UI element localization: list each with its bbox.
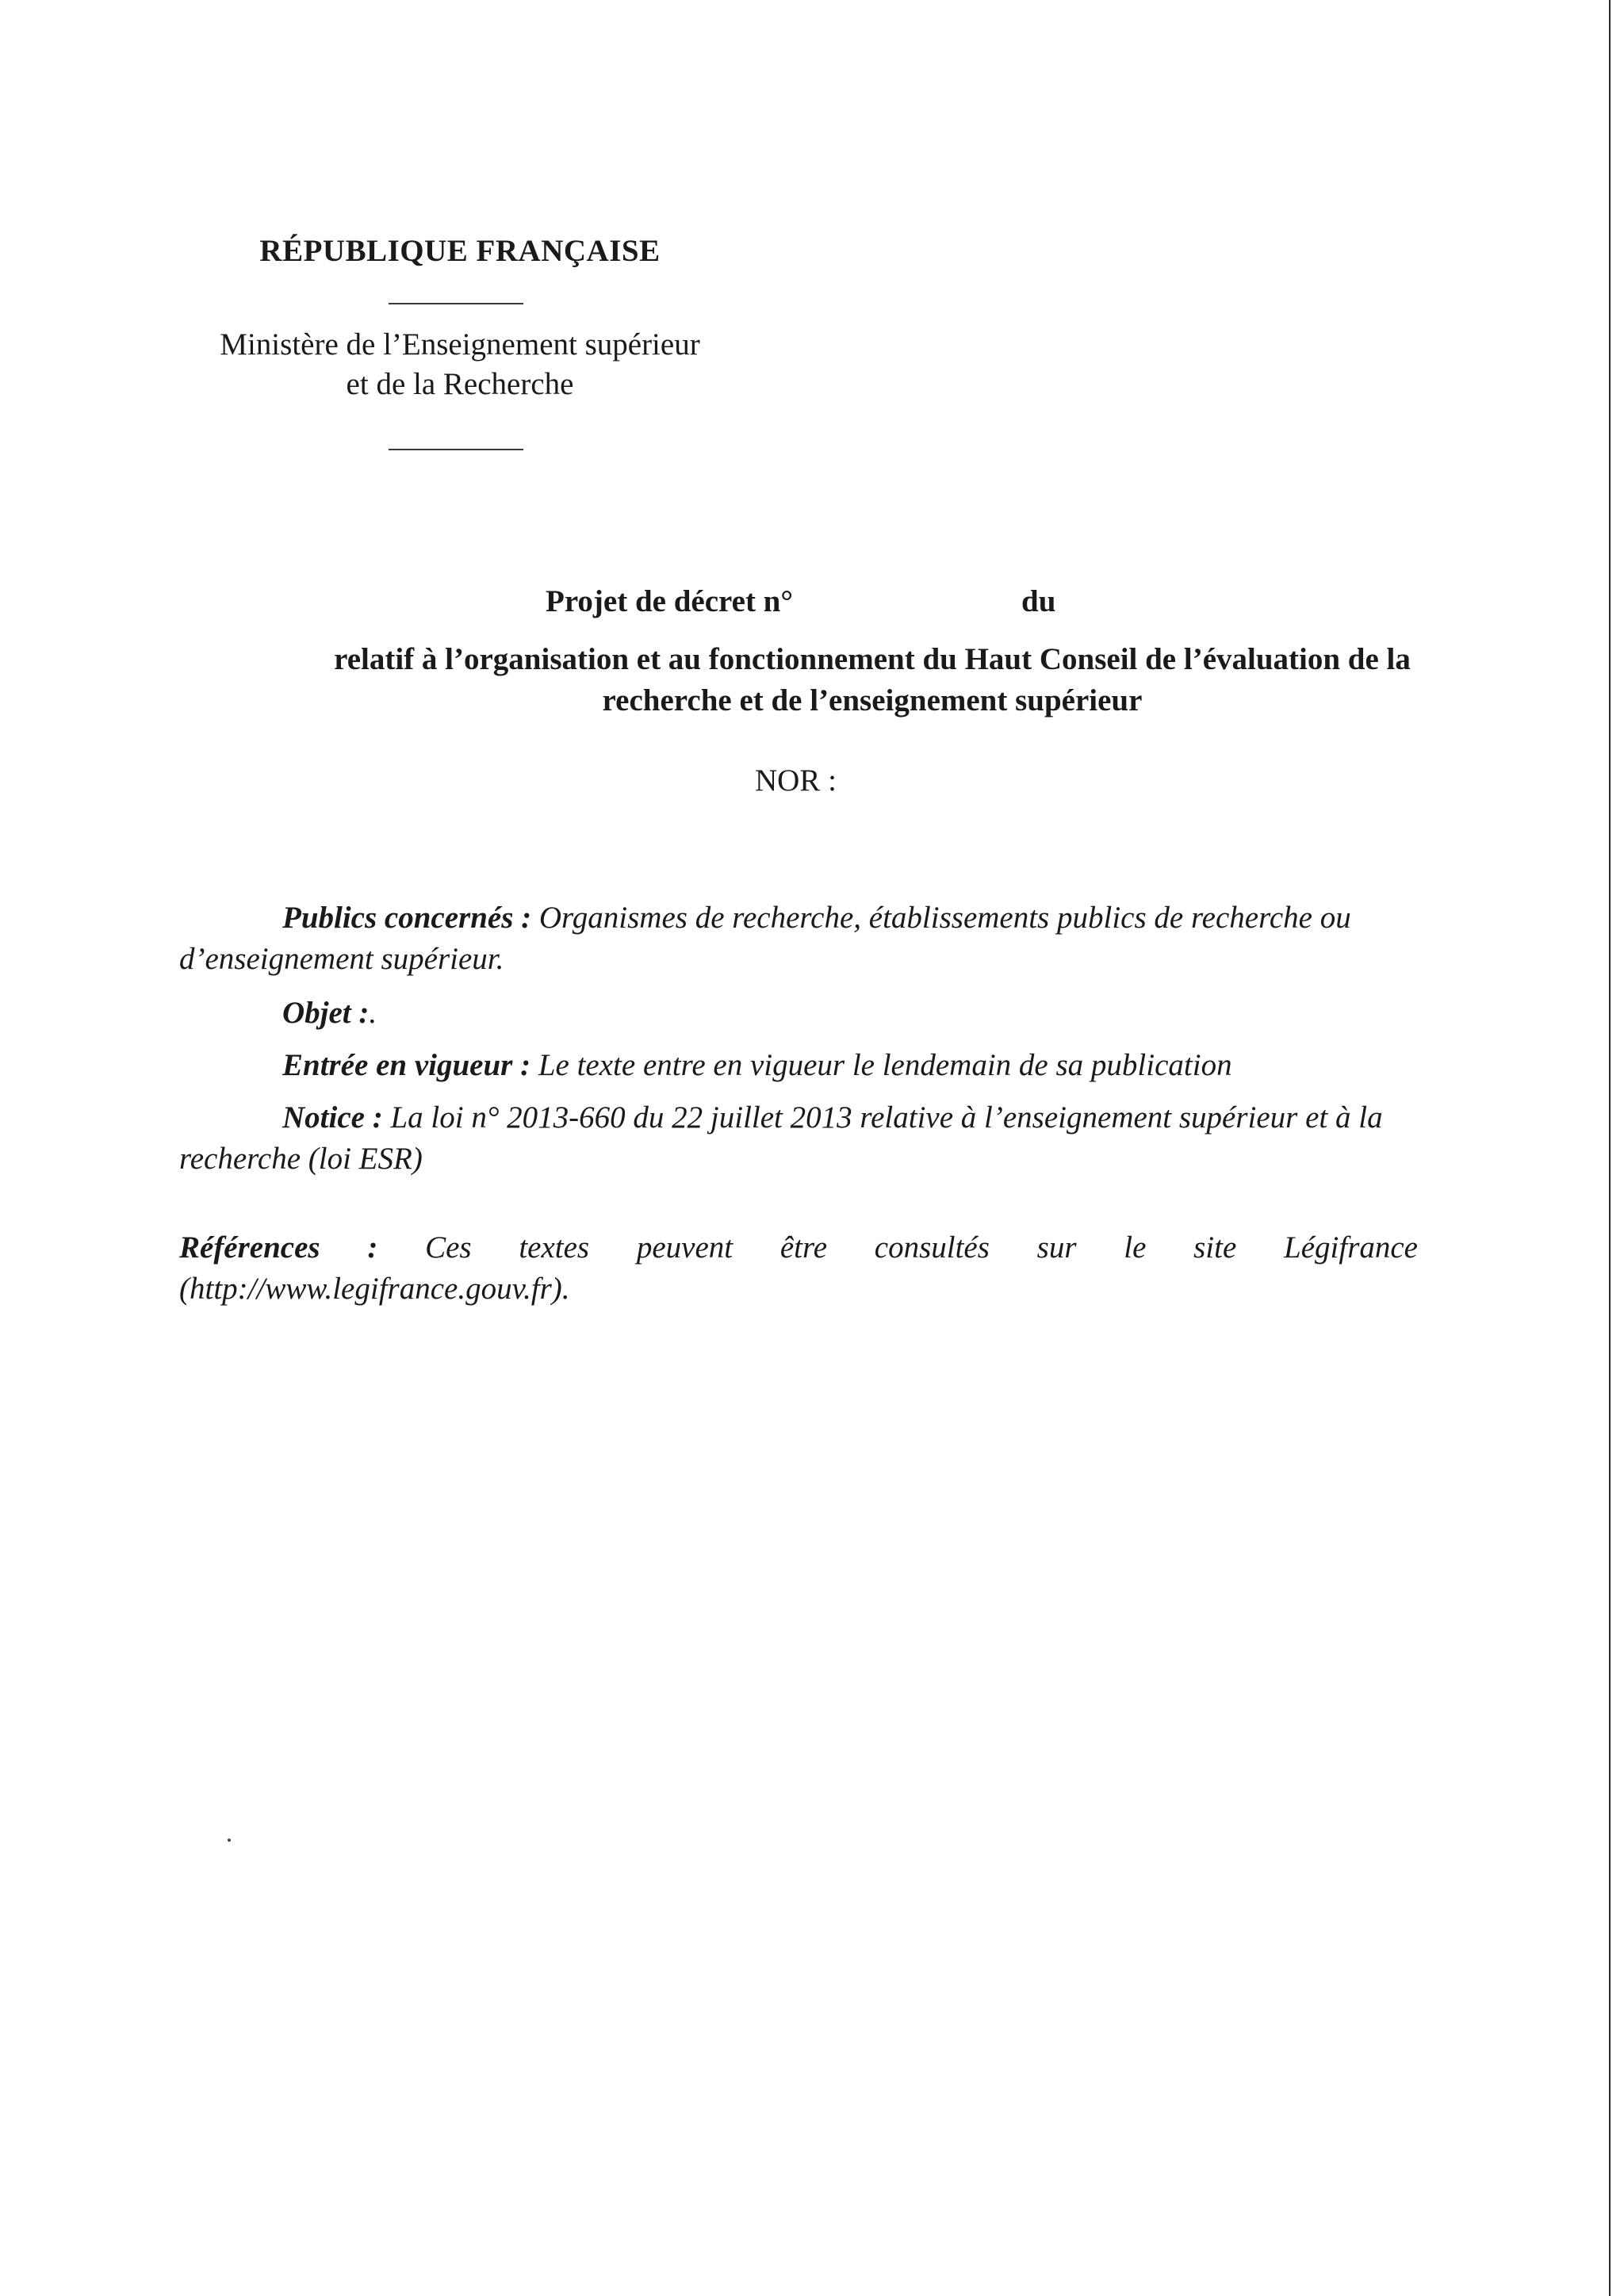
decree-number-label: Projet de décret n°: [546, 584, 793, 618]
notice-text: La loi n° 2013-660 du 22 juillet 2013 relative à l’enseignement supérieur et à la recherche (loi ESR): [179, 1100, 1383, 1176]
entree-en-vigueur-paragraph: [179, 1045, 1418, 1086]
notice-label: Notice :: [282, 1100, 383, 1135]
publics-text: Organismes de recherche, établissements publics de recherche ou d’enseignement supérieur.: [179, 901, 1351, 976]
references-paragraph: [179, 1227, 1418, 1310]
publics-concernes-paragraph: [179, 897, 1418, 980]
notice-paragraph: [179, 1097, 1418, 1180]
objet-label: Objet :: [282, 996, 370, 1030]
entree-label: Entrée en vigueur :: [282, 1048, 531, 1082]
decree-subject-line-1: relatif à l’organisation et au fonctionnement du Haut Conseil de l’évaluation de la: [334, 642, 1411, 676]
objet-paragraph: [179, 993, 1418, 1034]
header-divider-top: [389, 303, 523, 304]
ministry-name: [198, 325, 722, 404]
nor-reference: NOR :: [755, 763, 837, 798]
republic-title: RÉPUBLIQUE FRANÇAISE: [259, 234, 661, 268]
header-divider-bottom: [389, 449, 523, 450]
objet-text: .: [369, 996, 377, 1030]
decree-subject-line-2: recherche et de l’enseignement supérieur: [602, 683, 1143, 718]
page-edge-line: [1609, 0, 1611, 2296]
references-text: Ces textes peuvent être consultés sur le site Légifrance (http://www.legifrance.gouv.fr).: [179, 1230, 1418, 1306]
scan-speck: [228, 1839, 231, 1842]
publics-label: Publics concernés :: [282, 901, 532, 935]
ministry-line-2: et de la Recherche: [346, 367, 574, 401]
references-label: Références :: [179, 1230, 378, 1265]
decree-date-label: du: [1021, 584, 1056, 618]
entree-text: Le texte entre en vigueur le lendemain de sa publication: [538, 1048, 1232, 1082]
ministry-line-1: Ministère de l’Enseignement supérieur: [220, 327, 700, 362]
decree-subject: [159, 639, 1586, 721]
